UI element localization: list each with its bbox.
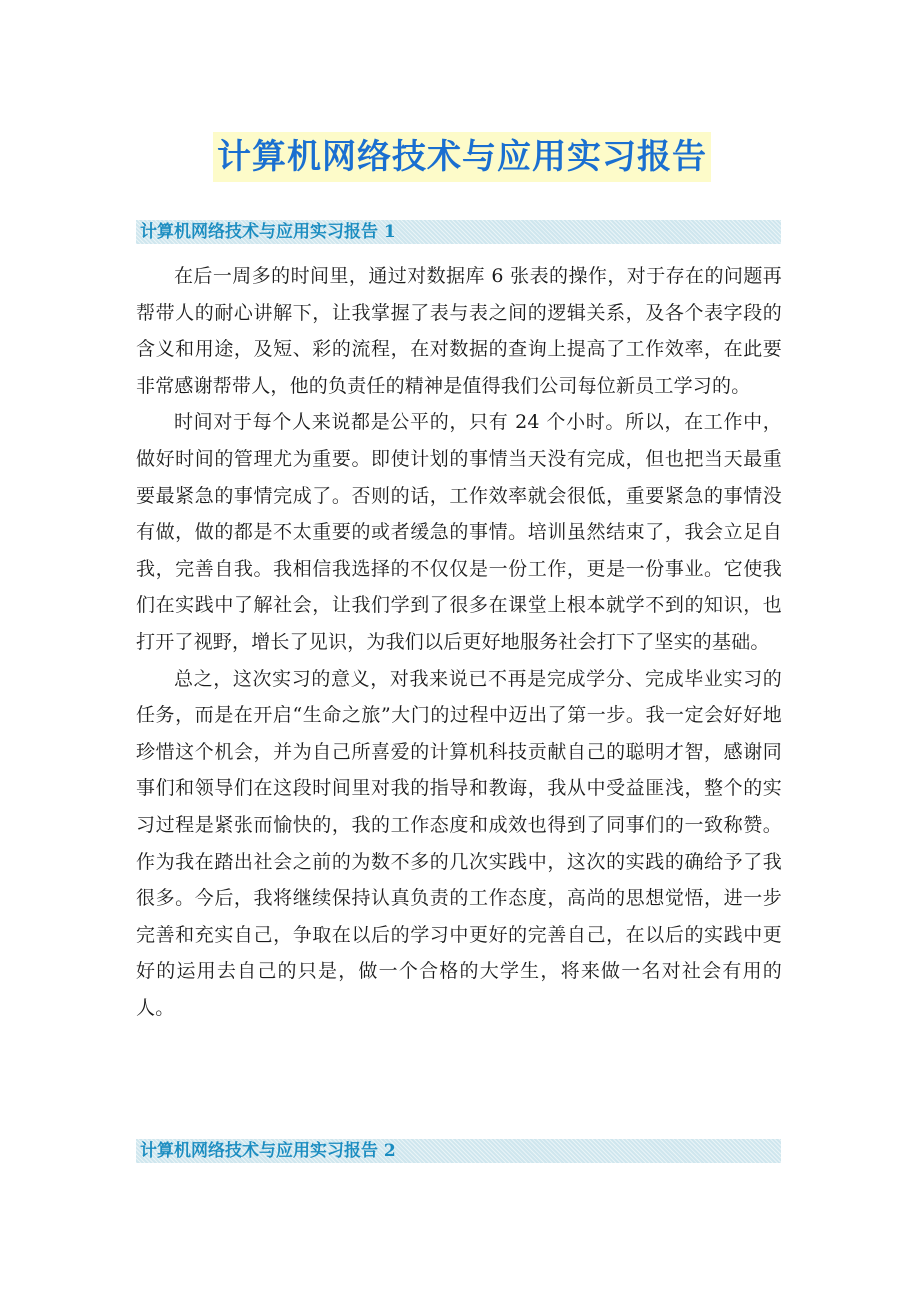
paragraph-3: 总之，这次实习的意义，对我来说已不再是完成学分、完成毕业实习的任务，而是在开启“生命之旅”大门的过程中迈出了第一步。我一定会好好地珍惜这个机会，并为自己所喜爱的计算机科技贡献自己的聪明才智，感谢同事们和领导们在这段时间里对我的指导和教诲，我从中受益匪浅，整个的实习过程是紧张而愉快的，我的工作态度和成效也得到了同事们的一致称赞。作为我在踏出社会之前的为数不多的几次实践中，这次的实践的确给予了我很多。今后，我将继续保持认真负责的工作态度，高尚的思想觉悟，进一步完善和充实自己，争取在以后的学习中更好的完善自己，在以后的实践中更好的运用去自己的只是，做一个合格的大学生，将来做一名对社会有用的人。 (136, 667, 782, 1019)
document-title: 计算机网络技术与应用实习报告 (213, 132, 711, 182)
paragraph-1: 在后一周多的时间里，通过对数据库 6 张表的操作，对于存在的问题再帮带人的耐心讲解下，让我掌握了表与表之间的逻辑关系，及各个表字段的含义和用途，及短、彩的流程，在对数据的查询上提高了工作效率，在此要非常感谢帮带人，他的负责任的精神是值得我们公司每位新员工学习的。 (136, 265, 782, 397)
section-heading-2-text: 计算机网络技术与应用实习报告 2 (140, 1141, 396, 1161)
section-heading-1 (136, 220, 781, 244)
section-1-body (136, 258, 782, 1026)
section-heading-1-text: 计算机网络技术与应用实习报告 1 (140, 222, 396, 242)
section-heading-2 (136, 1139, 781, 1163)
paragraph-2: 时间对于每个人来说都是公平的，只有 24 个小时。所以，在工作中，做好时间的管理尤为重要。即使计划的事情当天没有完成，但也把当天最重要最紧急的事情完成了。否则的话，工作效率就会很低，重要紧急的事情没有做，做的都是不太重要的或者缓急的事情。培训虽然结束了，我会立足自我，完善自我。我相信我选择的不仅仅是一份工作，更是一份事业。它使我们在实践中了解社会，让我们学到了很多在课堂上根本就学不到的知识，也打开了视野，增长了见识，为我们以后更好地服务社会打下了坚实的基础。 (136, 411, 782, 653)
